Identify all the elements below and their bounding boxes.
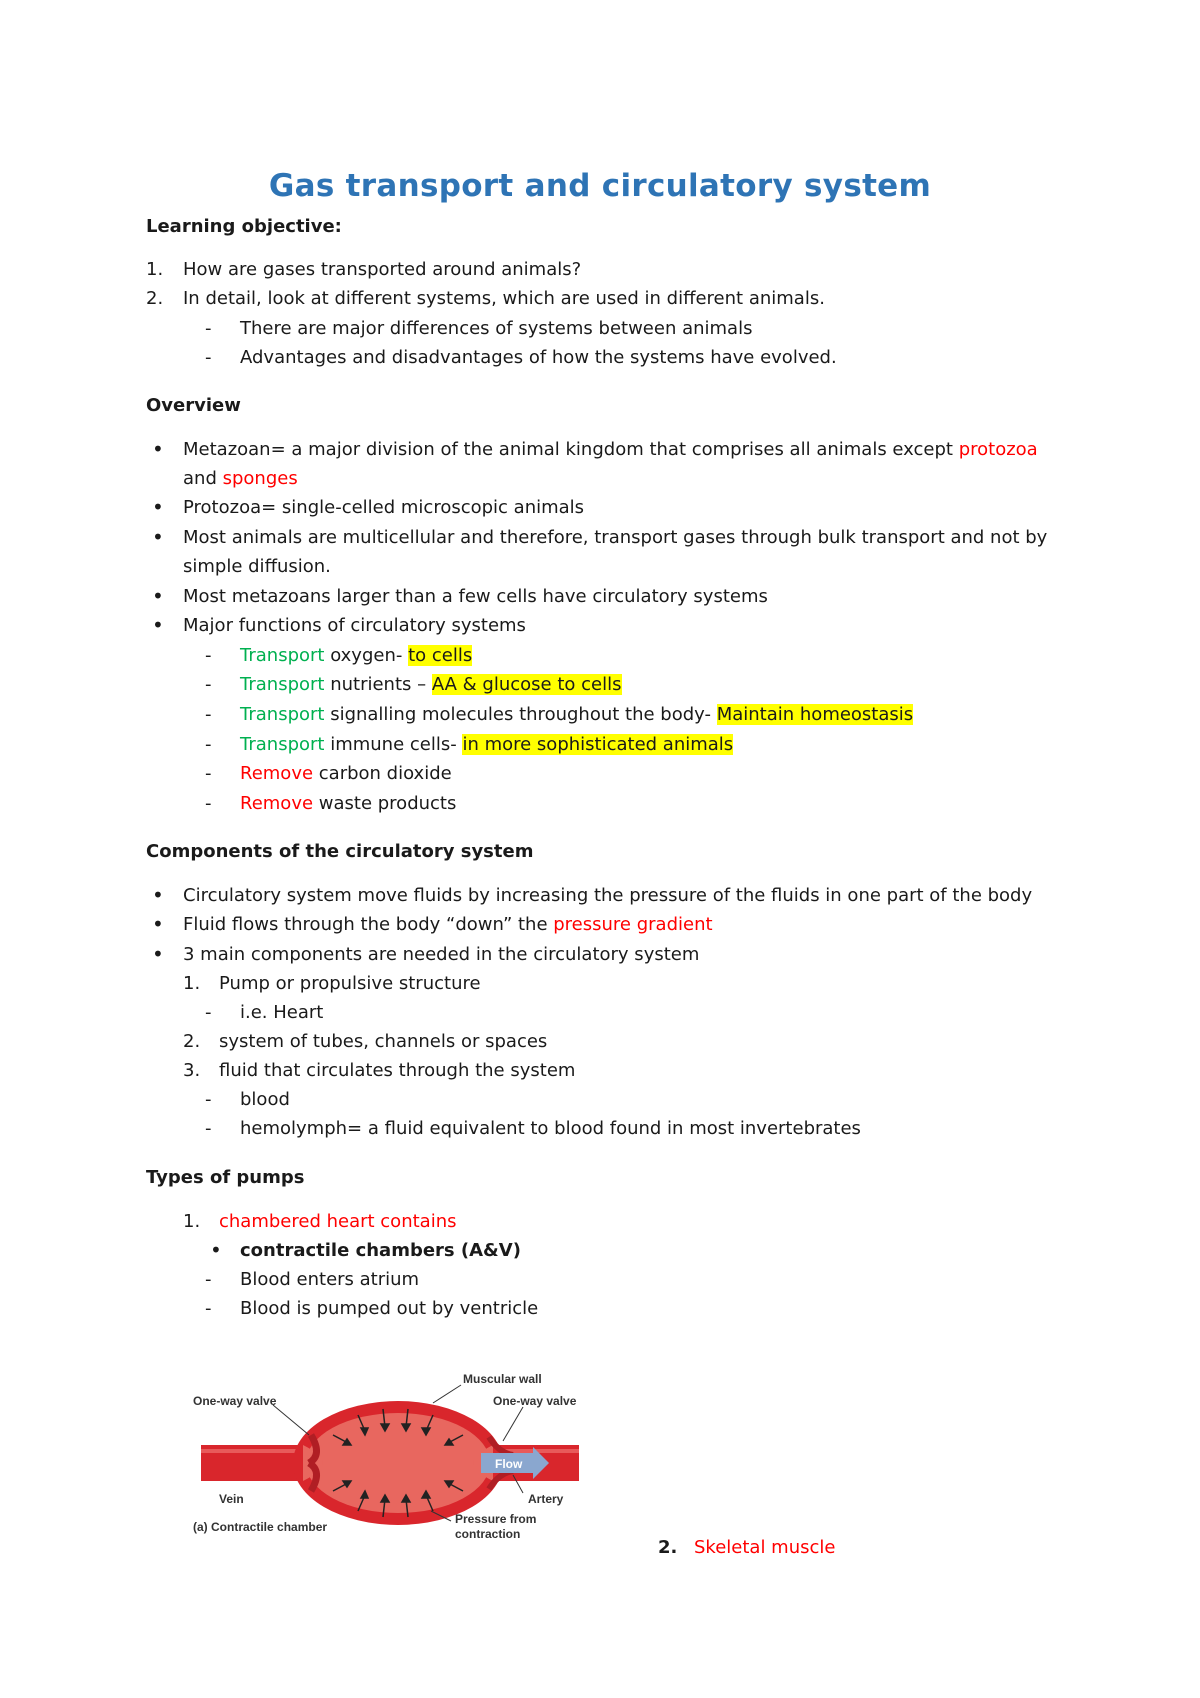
component-3-sub-1: blood xyxy=(240,1089,290,1110)
function-item: Transport oxygen- to cells xyxy=(240,645,473,666)
list-number-1: 1. xyxy=(146,259,164,280)
sponges-term: sponges xyxy=(222,468,298,489)
bullet-marker: • xyxy=(152,584,164,608)
overview-bullet-2: Protozoa= single-celled microscopic animals xyxy=(183,497,585,518)
dash-marker: - xyxy=(205,318,212,339)
function-item: Transport immune cells- in more sophisticated animals xyxy=(240,734,734,755)
overview-bullet-4: Most metazoans larger than a few cells have circulatory systems xyxy=(183,586,768,607)
learning-subitem-1: There are major differences of systems between animals xyxy=(240,318,753,339)
flow-label: Flow xyxy=(495,1457,523,1471)
components-heading: Components of the circulatory system xyxy=(146,841,534,862)
dash-marker: - xyxy=(205,645,212,666)
function-item: Transport signalling molecules throughout the body- Maintain homeostasis xyxy=(240,704,914,725)
pump-1-sub-1: Blood enters atrium xyxy=(240,1269,420,1290)
bullet-marker: • xyxy=(152,495,164,519)
artery-label: Artery xyxy=(528,1492,564,1506)
component-1-sub: i.e. Heart xyxy=(240,1002,324,1023)
learning-item-2: In detail, look at different systems, which are used in different animals. xyxy=(183,288,825,309)
valve-right-label: One-way valve xyxy=(493,1394,577,1408)
pump-2: Skeletal muscle xyxy=(694,1537,836,1558)
pump-1: chambered heart contains xyxy=(219,1211,457,1232)
protozoa-term: protozoa xyxy=(958,439,1038,460)
figure-caption: (a) Contractile chamber xyxy=(193,1520,328,1534)
overview-heading: Overview xyxy=(146,395,241,416)
vein-label: Vein xyxy=(219,1492,244,1506)
list-number: 2. xyxy=(183,1031,201,1052)
dash-marker: - xyxy=(205,347,212,368)
dash-marker: - xyxy=(205,734,212,755)
function-item: Remove carbon dioxide xyxy=(240,763,452,784)
component-1: Pump or propulsive structure xyxy=(219,973,481,994)
function-item: Remove waste products xyxy=(240,793,457,814)
bullet-marker: • xyxy=(210,1238,222,1262)
learning-heading: Learning objective: xyxy=(146,216,342,237)
pump-1-sub-2: Blood is pumped out by ventricle xyxy=(240,1298,539,1319)
dash-marker: - xyxy=(205,1298,212,1319)
learning-item-1: How are gases transported around animals? xyxy=(183,259,582,280)
dash-marker: - xyxy=(205,674,212,695)
pump-1-bullet: contractile chambers (A&V) xyxy=(240,1240,521,1261)
bullet-marker: • xyxy=(152,912,164,936)
component-2: system of tubes, channels or spaces xyxy=(219,1031,548,1052)
component-3-sub-2: hemolymph= a fluid equivalent to blood found in most invertebrates xyxy=(240,1118,861,1139)
function-item: Transport nutrients – AA & glucose to cells xyxy=(240,674,622,695)
dash-marker: - xyxy=(205,763,212,784)
overview-bullet-1: Metazoan= a major division of the animal kingdom that comprises all animals except protozoa xyxy=(183,439,1038,460)
contractile-chamber-figure xyxy=(193,1355,593,1545)
list-number: 1. xyxy=(183,973,201,994)
list-number: 2. xyxy=(658,1537,678,1558)
components-bullet-2: Fluid flows through the body “down” the pressure gradient xyxy=(183,914,713,935)
overview-bullet-3: Most animals are multicellular and therefore, transport gases through bulk transport and not by xyxy=(183,527,1048,548)
components-bullet-3: 3 main components are needed in the circulatory system xyxy=(183,944,700,965)
pressure-label-2: contraction xyxy=(455,1527,521,1541)
muscular-wall-label: Muscular wall xyxy=(463,1372,542,1386)
dash-marker: - xyxy=(205,1089,212,1110)
dash-marker: - xyxy=(205,704,212,725)
dash-marker: - xyxy=(205,1118,212,1139)
dash-marker: - xyxy=(205,1269,212,1290)
overview-bullet-3-cont: simple diffusion. xyxy=(183,556,331,577)
pressure-label-1: Pressure from xyxy=(455,1512,537,1526)
chamber-lumen xyxy=(306,1413,490,1513)
bullet-marker: • xyxy=(152,613,164,637)
bullet-marker: • xyxy=(152,525,164,549)
overview-bullet-1-cont: and sponges xyxy=(183,468,298,489)
bullet-marker: • xyxy=(152,942,164,966)
learning-subitem-2: Advantages and disadvantages of how the systems have evolved. xyxy=(240,347,837,368)
component-3: fluid that circulates through the system xyxy=(219,1060,576,1081)
pumps-heading: Types of pumps xyxy=(146,1167,305,1188)
bullet-marker: • xyxy=(152,883,164,907)
list-number-2: 2. xyxy=(146,288,164,309)
dash-marker: - xyxy=(205,793,212,814)
list-number: 1. xyxy=(183,1211,201,1232)
dash-marker: - xyxy=(205,1002,212,1023)
bullet-marker: • xyxy=(152,437,164,461)
overview-bullet-5: Major functions of circulatory systems xyxy=(183,615,526,636)
valve-left-label: One-way valve xyxy=(193,1394,277,1408)
list-number: 3. xyxy=(183,1060,201,1081)
components-bullet-1: Circulatory system move fluids by increasing the pressure of the fluids in one part of the body xyxy=(183,885,1033,906)
page-title: Gas transport and circulatory system xyxy=(268,168,932,204)
